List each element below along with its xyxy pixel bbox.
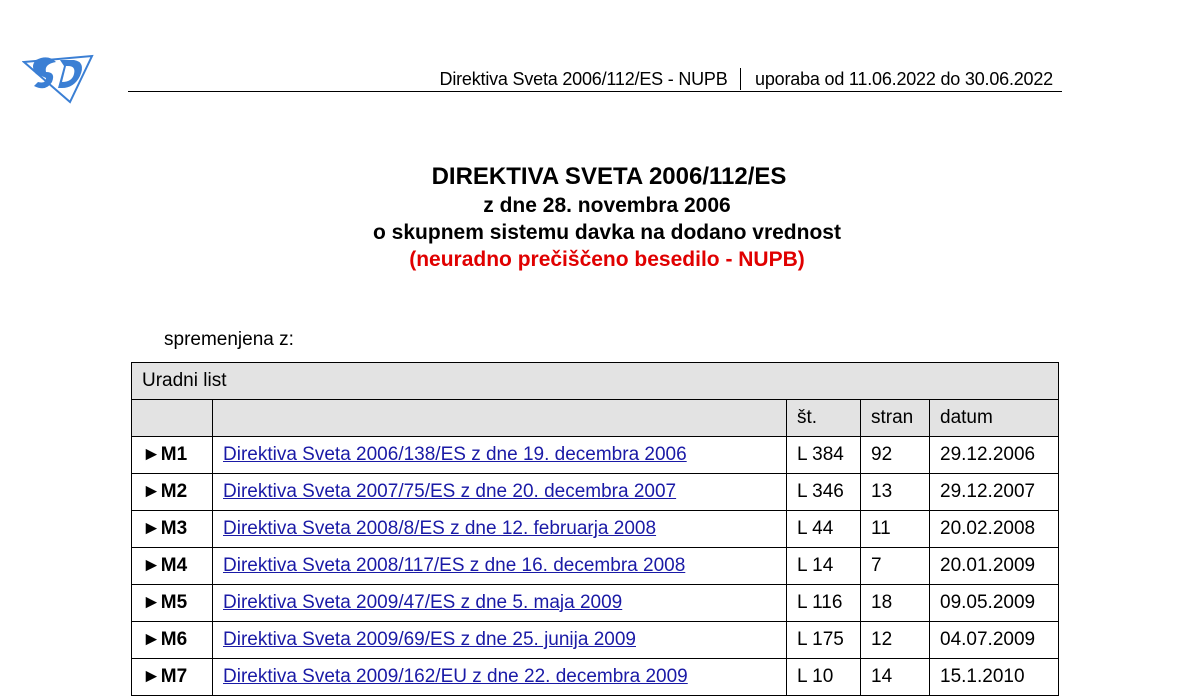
group-header-official-journal: Uradni list [132, 363, 1059, 400]
title-line-3: o skupnem sistemu davka na dodano vrednost [373, 221, 841, 244]
table-row [132, 474, 1059, 511]
journal-page: 14 [861, 659, 930, 696]
column-header-date: datum [930, 400, 1059, 437]
amendment-mark: ►M1 [132, 437, 213, 474]
journal-date: 29.12.2006 [930, 437, 1059, 474]
document-title [0, 162, 1190, 273]
journal-number: L 116 [787, 585, 861, 622]
amendment-link[interactable]: Direktiva Sveta 2006/138/ES z dne 19. decembra 2006 [223, 444, 687, 465]
journal-page: 18 [861, 585, 930, 622]
journal-number: L 346 [787, 474, 861, 511]
journal-number: L 44 [787, 511, 861, 548]
column-header-page: stran [861, 400, 930, 437]
amendment-link[interactable]: Direktiva Sveta 2007/75/ES z dne 20. decembra 2007 [223, 481, 677, 502]
title-line-2: z dne 28. novembra 2006 [483, 194, 731, 217]
amendment-link[interactable]: Direktiva Sveta 2009/69/ES z dne 25. junija 2009 [223, 629, 636, 650]
amendment-link[interactable]: Direktiva Sveta 2008/8/ES z dne 12. februarja 2008 [223, 518, 657, 539]
table-row [132, 585, 1059, 622]
column-header-number: št. [787, 400, 861, 437]
journal-page: 11 [861, 511, 930, 548]
amendment-link[interactable]: Direktiva Sveta 2009/47/ES z dne 5. maja 2009 [223, 592, 623, 613]
table-row [132, 548, 1059, 585]
journal-number: L 14 [787, 548, 861, 585]
journal-page: 7 [861, 548, 930, 585]
journal-date: 29.12.2007 [930, 474, 1059, 511]
amendment-link[interactable]: Direktiva Sveta 2009/162/EU z dne 22. decembra 2009 [223, 666, 688, 687]
table-row [132, 511, 1059, 548]
amendment-mark: ►M4 [132, 548, 213, 585]
journal-date: 20.01.2009 [930, 548, 1059, 585]
table-column-header-row [132, 400, 1059, 437]
title-line-1: DIREKTIVA SVETA 2006/112/ES [431, 163, 787, 190]
journal-date: 04.07.2009 [930, 622, 1059, 659]
shield-logo-icon [22, 52, 94, 104]
journal-page: 12 [861, 622, 930, 659]
journal-number: L 10 [787, 659, 861, 696]
header-separator [740, 68, 742, 90]
page-header [440, 68, 1053, 90]
column-header-mark [132, 400, 213, 437]
journal-number: L 384 [787, 437, 861, 474]
journal-date: 15.1.2010 [930, 659, 1059, 696]
table-row [132, 622, 1059, 659]
amended-by-label: spremenjena z: [164, 329, 294, 350]
amendment-mark: ►M3 [132, 511, 213, 548]
journal-date: 09.05.2009 [930, 585, 1059, 622]
amendment-mark: ►M2 [132, 474, 213, 511]
amendments-table [131, 362, 1059, 696]
amendment-mark: ►M6 [132, 622, 213, 659]
header-validity: uporaba od 11.06.2022 do 30.06.2022 [755, 69, 1053, 89]
table-row [132, 437, 1059, 474]
amendment-link[interactable]: Direktiva Sveta 2008/117/ES z dne 16. decembra 2008 [223, 555, 686, 576]
amendment-mark: ►M5 [132, 585, 213, 622]
title-line-4: (neuradno prečiščeno besedilo - NUPB) [409, 248, 805, 271]
table-row [132, 659, 1059, 696]
header-doc-ref: Direktiva Sveta 2006/112/ES - NUPB [439, 69, 728, 89]
column-header-title [213, 400, 787, 437]
amendment-mark: ►M7 [132, 659, 213, 696]
journal-number: L 175 [787, 622, 861, 659]
journal-date: 20.02.2008 [930, 511, 1059, 548]
header-rule [128, 91, 1062, 92]
journal-page: 92 [861, 437, 930, 474]
journal-page: 13 [861, 474, 930, 511]
table-group-header-row [132, 363, 1059, 400]
